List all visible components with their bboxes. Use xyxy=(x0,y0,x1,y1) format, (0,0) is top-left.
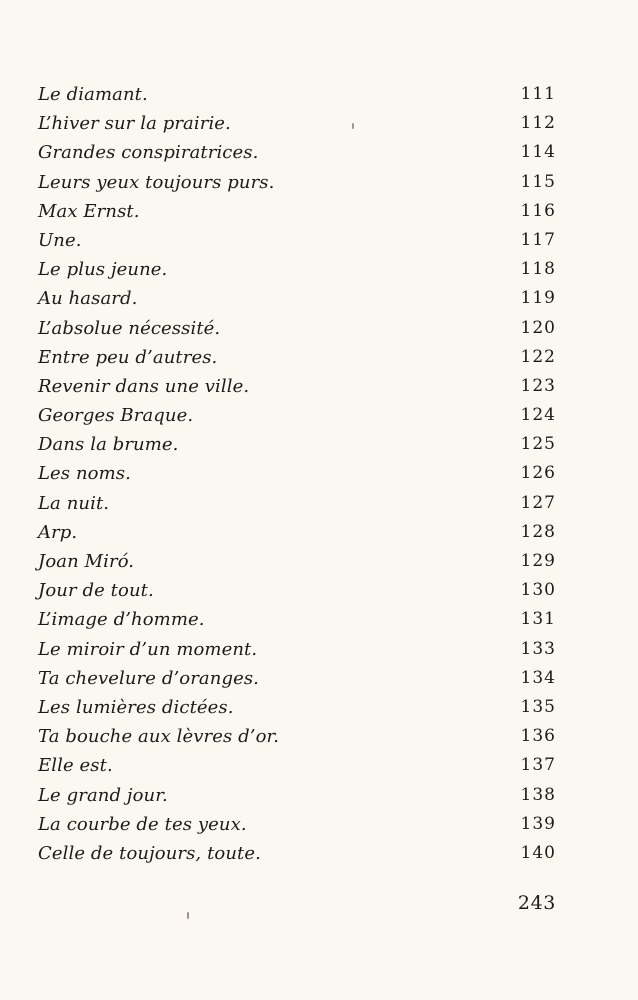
toc-title: Les lumières dictées. xyxy=(38,696,234,718)
toc-row xyxy=(38,401,556,430)
toc-title: L’absolue nécessité. xyxy=(38,317,221,339)
toc-row xyxy=(38,459,556,488)
paper-speck xyxy=(187,912,189,919)
page-number: 243 xyxy=(517,892,556,914)
toc-row xyxy=(38,664,556,693)
toc-page-number: 129 xyxy=(520,551,556,571)
toc-page-number: 124 xyxy=(520,405,556,426)
toc-row xyxy=(38,810,556,839)
toc-row xyxy=(38,576,556,605)
toc-page-number: 123 xyxy=(520,375,556,396)
toc-page-number: 114 xyxy=(520,142,556,163)
toc-page-number: 140 xyxy=(520,842,556,863)
toc-title: Entre peu d’autres. xyxy=(38,346,218,368)
toc-page-number: 133 xyxy=(520,638,556,659)
toc-page-number: 122 xyxy=(520,346,556,367)
toc-title: Au hasard. xyxy=(38,288,138,310)
toc-page-number: 119 xyxy=(520,288,556,309)
toc-row xyxy=(38,314,556,343)
toc-title: Georges Braque. xyxy=(38,405,194,427)
toc-row xyxy=(38,489,556,518)
toc-title: Le grand jour. xyxy=(38,784,168,806)
toc-page-number: 118 xyxy=(520,259,556,280)
toc-row xyxy=(38,693,556,722)
toc-row xyxy=(38,109,556,138)
toc-row xyxy=(38,722,556,751)
toc-title: Elle est. xyxy=(38,755,113,777)
toc-row xyxy=(38,226,556,255)
toc-row xyxy=(38,605,556,634)
toc-page-number: 135 xyxy=(520,696,556,717)
toc-row xyxy=(38,839,556,868)
toc-row xyxy=(38,343,556,372)
toc-page-number: 136 xyxy=(520,726,556,747)
toc-page-number: 126 xyxy=(520,463,556,484)
toc-title: La nuit. xyxy=(38,492,110,514)
toc-row xyxy=(38,284,556,313)
toc-row xyxy=(38,138,556,167)
toc-title: Les noms. xyxy=(38,463,131,485)
toc-page-number: 131 xyxy=(520,609,556,630)
toc-row xyxy=(38,255,556,284)
toc-title: L’hiver sur la prairie. xyxy=(38,113,231,135)
toc-title: Le plus jeune. xyxy=(38,259,168,281)
toc-row xyxy=(38,430,556,459)
toc-title: L’image d’homme. xyxy=(38,609,205,631)
toc-page-number: 125 xyxy=(520,434,556,455)
toc-title: Arp. xyxy=(38,521,78,543)
toc-page-number: 117 xyxy=(520,229,556,250)
toc-title: Grandes conspiratrices. xyxy=(38,142,259,164)
toc-title: La courbe de tes yeux. xyxy=(38,813,247,835)
toc-row xyxy=(38,518,556,547)
toc-title: Ta chevelure d’oranges. xyxy=(38,667,259,689)
toc-title: Une. xyxy=(38,229,82,251)
toc-page-number: 116 xyxy=(520,200,556,221)
toc-page-number: 112 xyxy=(520,113,556,134)
toc-row xyxy=(38,80,556,109)
toc-row xyxy=(38,635,556,664)
toc-page-number: 134 xyxy=(520,667,556,688)
toc-page-number: 137 xyxy=(520,755,556,776)
toc-page-number: 115 xyxy=(520,171,556,192)
toc-row xyxy=(38,781,556,810)
toc-title: Celle de toujours, toute. xyxy=(38,842,261,864)
toc-title: Le diamant. xyxy=(38,84,148,105)
toc-row xyxy=(38,547,556,576)
toc-title: Ta bouche aux lèvres d’or. xyxy=(38,726,280,748)
toc-title: Revenir dans une ville. xyxy=(38,375,250,397)
toc-page-number: 128 xyxy=(520,521,556,542)
toc-row xyxy=(38,168,556,197)
toc-row xyxy=(38,197,556,226)
toc-title: Le miroir d’un moment. xyxy=(38,638,258,660)
toc-title: Joan Miró. xyxy=(38,551,135,572)
toc-page-number: 139 xyxy=(520,813,556,834)
toc-page-number: 127 xyxy=(520,492,556,513)
toc-title: Jour de tout. xyxy=(38,580,154,602)
toc-page-number: 130 xyxy=(520,580,556,601)
toc-page-number: 120 xyxy=(520,317,556,338)
toc-page-number: 138 xyxy=(520,784,556,805)
toc-row xyxy=(38,372,556,401)
toc-page-number: 111 xyxy=(520,84,556,104)
toc-title: Max Ernst. xyxy=(38,200,140,222)
table-of-contents xyxy=(38,80,556,868)
toc-title: Dans la brume. xyxy=(38,434,179,456)
toc-title: Leurs yeux toujours purs. xyxy=(38,171,275,193)
toc-row xyxy=(38,751,556,780)
